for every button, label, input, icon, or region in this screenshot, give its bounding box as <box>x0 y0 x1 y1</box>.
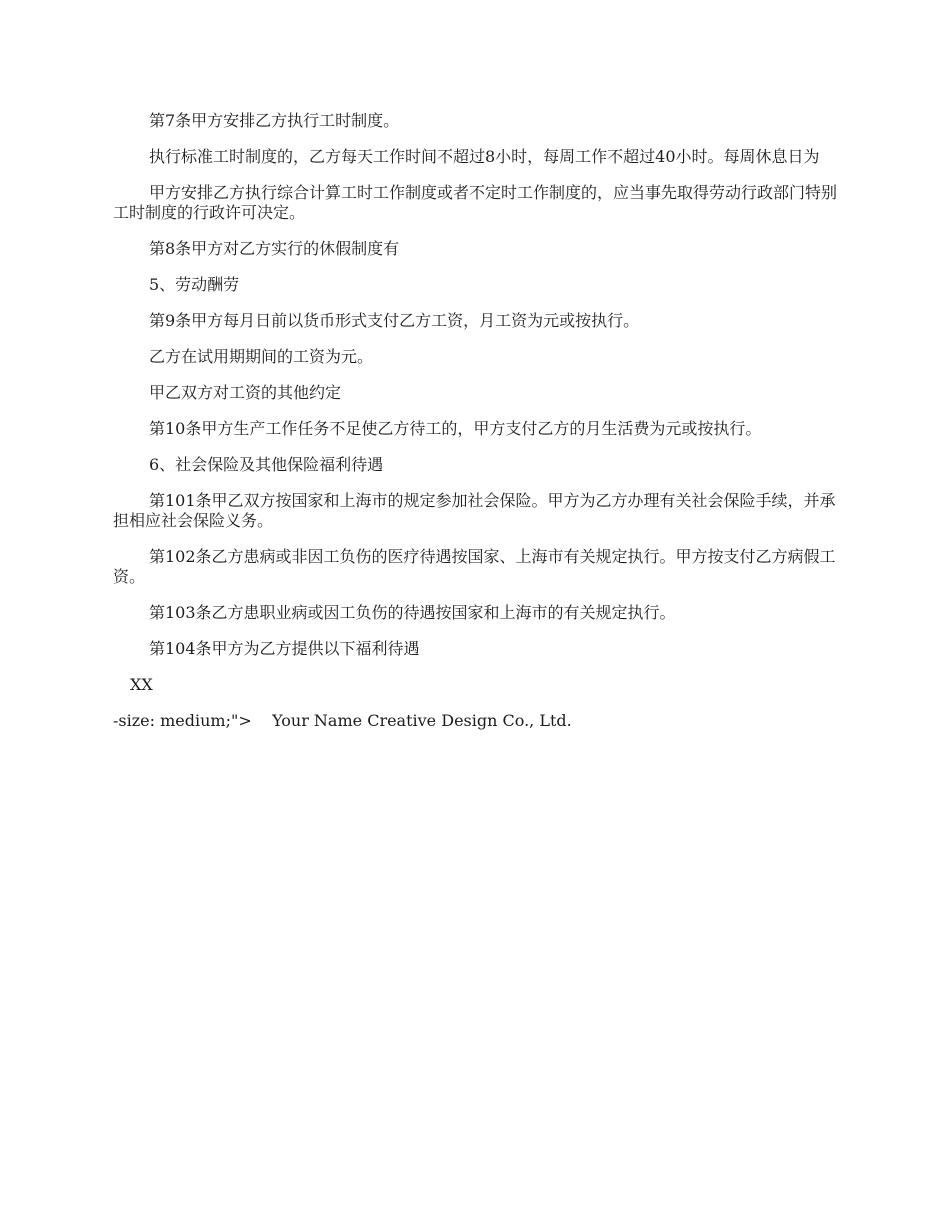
clause-101: 第101条甲乙双方按国家和上海市的规定参加社会保险。甲方为乙方办理有关社会保险手续，并承担相应社会保险义务。 <box>113 491 836 530</box>
special-hours-paragraph: 甲方安排乙方执行综合计算工时工作制度或者不定时工作制度的，应当事先取得劳动行政部门特别工时制度的行政许可决定。 <box>113 183 838 222</box>
clause-9: 第9条甲方每月日前以货币形式支付乙方工资，月工资为元或按执行。 <box>149 311 640 330</box>
clause-7: 第7条甲方安排乙方执行工时制度。 <box>149 111 400 130</box>
clause-104: 第104条甲方为乙方提供以下福利待遇 <box>149 639 420 658</box>
clause-8: 第8条甲方对乙方实行的休假制度有 <box>149 239 400 258</box>
footer-company-line: -size: medium;"> Your Name Creative Design Co., Ltd. <box>113 711 572 730</box>
placeholder-marker: XX <box>130 675 153 694</box>
clause-10: 第10条甲方生产工作任务不足使乙方待工的，甲方支付乙方的月生活费为元或按执行。 <box>149 419 762 438</box>
section-6-heading: 6、社会保险及其他保险福利待遇 <box>149 455 384 474</box>
clause-102: 第102条乙方患病或非因工负伤的医疗待遇按国家、上海市有关规定执行。甲方按支付乙方病假工资。 <box>113 547 836 586</box>
section-5-heading: 5、劳动酬劳 <box>149 275 240 294</box>
other-wage-agreement-paragraph: 甲乙双方对工资的其他约定 <box>149 383 342 402</box>
document-body <box>113 111 845 731</box>
clause-103: 第103条乙方患职业病或因工负伤的待遇按国家和上海市的有关规定执行。 <box>149 603 676 622</box>
standard-hours-paragraph: 执行标准工时制度的，乙方每天工作时间不超过8小时，每周工作不超过40小时。每周休息日为 <box>149 147 820 166</box>
probation-wage-paragraph: 乙方在试用期期间的工资为元。 <box>149 347 374 366</box>
